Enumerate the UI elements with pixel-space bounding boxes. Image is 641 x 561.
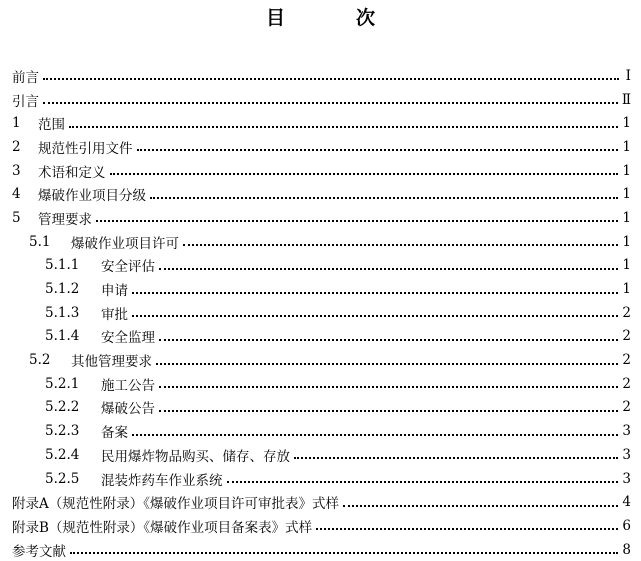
toc-entry-page: 2	[622, 304, 631, 321]
toc-entry-number: 2	[12, 138, 21, 155]
toc-entry-label: 附录B（规范性附录）《爆破作业项目备案表》式样	[12, 519, 313, 536]
toc-entry-number: 4	[12, 186, 21, 203]
toc-entry-label: 管理要求	[38, 211, 92, 228]
toc-entry-number: 5.2.3	[45, 423, 80, 440]
toc-dot-leader	[343, 504, 618, 507]
toc-entry-number: 5	[12, 209, 21, 226]
toc-entry-page: 2	[622, 375, 631, 392]
toc-entry-label: 范围	[38, 117, 65, 134]
toc-entry-label: 审批	[101, 306, 128, 323]
toc-entry-label: 民用爆炸物品购买、储存、存放	[101, 448, 290, 465]
toc-entry-number: 5.2.4	[45, 446, 80, 463]
toc-entry-number: 5.2.1	[45, 375, 80, 392]
toc-entry-number: 5.1.3	[45, 304, 80, 321]
toc-entry-number: 5.1.2	[45, 281, 80, 298]
toc-entry[interactable]	[0, 348, 641, 372]
toc-entry[interactable]	[0, 490, 641, 514]
toc-entry-number: 1	[12, 115, 21, 132]
toc-entry[interactable]	[0, 182, 641, 206]
toc-dot-leader	[156, 362, 618, 365]
toc-entry[interactable]	[0, 538, 641, 561]
toc-dot-leader	[159, 385, 618, 388]
toc-entry-label: 规范性引用文件	[38, 140, 133, 157]
toc-entry[interactable]	[0, 135, 641, 159]
toc-dot-leader	[294, 456, 618, 459]
toc-dot-leader	[96, 219, 618, 222]
toc-entry-number: 5.2.5	[45, 470, 80, 487]
toc-entry-page: Ⅱ	[621, 91, 631, 108]
toc-entry[interactable]	[0, 230, 641, 254]
toc-dot-leader	[132, 314, 618, 317]
toc-dot-leader	[159, 338, 618, 341]
toc-dot-leader	[183, 243, 618, 246]
toc-entry-page: 3	[622, 423, 631, 440]
toc-entry-label: 参考文献	[12, 543, 66, 560]
toc-entry[interactable]	[0, 254, 641, 278]
toc-dot-leader	[132, 291, 618, 294]
toc-entry-page: 4	[622, 494, 631, 511]
toc-entry-label: 施工公告	[101, 377, 155, 394]
toc-entry-page: 3	[622, 470, 631, 487]
toc-dot-leader	[159, 409, 618, 412]
toc-dot-leader	[43, 77, 619, 80]
toc-entry-page: 3	[622, 446, 631, 463]
toc-entry-label: 术语和定义	[38, 164, 106, 181]
toc-entry[interactable]	[0, 88, 641, 112]
toc-entry[interactable]	[0, 277, 641, 301]
toc-entry[interactable]	[0, 396, 641, 420]
toc-entry[interactable]	[0, 467, 641, 491]
toc-dot-leader	[137, 148, 619, 151]
page-title: 目 次	[265, 7, 401, 29]
toc-entry-page: 8	[622, 541, 631, 558]
toc-entry-label: 备案	[101, 425, 128, 442]
toc-entry-page: 1	[622, 209, 631, 226]
toc-dot-leader	[150, 196, 618, 199]
toc-entry-label: 前言	[12, 69, 39, 86]
toc-dot-leader	[159, 267, 618, 270]
toc-dot-leader	[316, 527, 618, 530]
toc-entry[interactable]	[0, 443, 641, 467]
toc-entry[interactable]	[0, 64, 641, 88]
toc-dot-leader	[110, 172, 619, 175]
toc-entry-number: 3	[12, 162, 21, 179]
toc-entry-page: 2	[622, 328, 631, 345]
toc-dot-leader	[132, 433, 618, 436]
toc-entry[interactable]	[0, 206, 641, 230]
toc-entry-number: 5.2	[29, 352, 51, 369]
toc-entry-label: 引言	[12, 93, 39, 110]
toc-dot-leader	[227, 480, 619, 483]
toc-entry-page: 2	[622, 352, 631, 369]
toc-entry-label: 安全监理	[101, 330, 155, 347]
toc-entry-number: 5.1.1	[45, 257, 80, 274]
toc-entry-label: 混装炸药车作业系统	[101, 472, 223, 489]
toc-entry-number: 5.1.4	[45, 328, 80, 345]
toc-entry-page: 1	[622, 233, 631, 250]
toc-entry-label: 申请	[101, 283, 128, 300]
toc-entry-label: 其他管理要求	[71, 354, 152, 371]
toc-entry[interactable]	[0, 111, 641, 135]
toc-entry[interactable]	[0, 372, 641, 396]
toc-entry-number: 5.1	[29, 233, 51, 250]
toc-entry[interactable]	[0, 514, 641, 538]
toc-entry-page: 1	[622, 162, 631, 179]
toc-entry[interactable]	[0, 159, 641, 183]
table-of-contents	[0, 64, 641, 561]
toc-entry-label: 爆破公告	[101, 401, 155, 418]
toc-entry-page: 1	[622, 257, 631, 274]
toc-entry-page: 6	[622, 517, 631, 534]
toc-entry-page: 1	[622, 186, 631, 203]
toc-entry-page: 1	[622, 138, 631, 155]
toc-entry-page: Ⅰ	[625, 67, 631, 84]
toc-entry-page: 1	[622, 115, 631, 132]
toc-entry-label: 附录A（规范性附录）《爆破作业项目许可审批表》式样	[12, 496, 339, 513]
toc-entry-label: 爆破作业项目许可	[71, 235, 179, 252]
toc-entry-page: 2	[622, 399, 631, 416]
toc-entry-number: 5.2.2	[45, 399, 80, 416]
toc-dot-leader	[43, 101, 618, 104]
toc-dot-leader	[70, 551, 618, 554]
toc-entry-page: 1	[622, 281, 631, 298]
toc-entry[interactable]	[0, 419, 641, 443]
toc-entry[interactable]	[0, 301, 641, 325]
toc-entry-label: 安全评估	[101, 259, 155, 276]
toc-dot-leader	[69, 125, 618, 128]
toc-entry-label: 爆破作业项目分级	[38, 188, 146, 205]
toc-entry[interactable]	[0, 325, 641, 349]
